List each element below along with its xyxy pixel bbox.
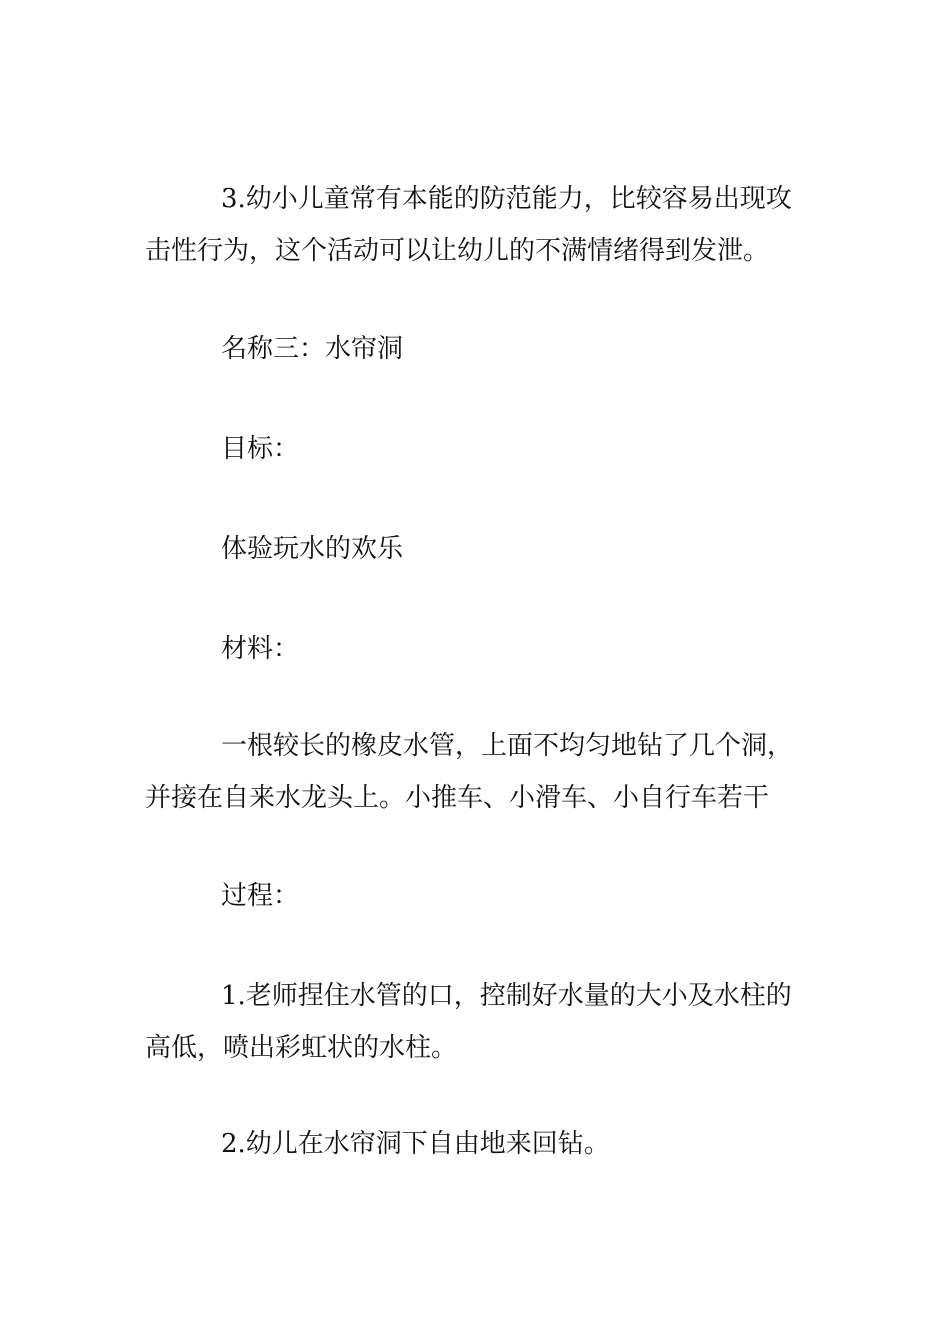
activity-title: 名称三：水帘洞 — [221, 334, 404, 364]
process-heading: 过程： — [221, 881, 300, 911]
materials-text: 一根较长的橡皮水管，上面不均匀地钻了几个洞，并接在自来水龙头上。小推车、小滑车、小自行车若干 — [145, 731, 794, 813]
goal-text: 体验玩水的欢乐 — [221, 534, 404, 564]
process-step-1: 1.老师捏住水管的口，控制好水量的大小及水柱的高低，喷出彩虹状的水柱。 — [145, 981, 792, 1063]
materials-heading: 材料： — [221, 634, 300, 664]
paragraph-aggression-note: 3.幼小儿童常有本能的防范能力，比较容易出现攻击性行为，这个活动可以让幼儿的不满情绪得到发泄。 — [145, 184, 792, 266]
process-step-2: 2.幼儿在水帘洞下自由地来回钻。 — [221, 1129, 610, 1159]
goal-heading: 目标： — [221, 434, 300, 464]
